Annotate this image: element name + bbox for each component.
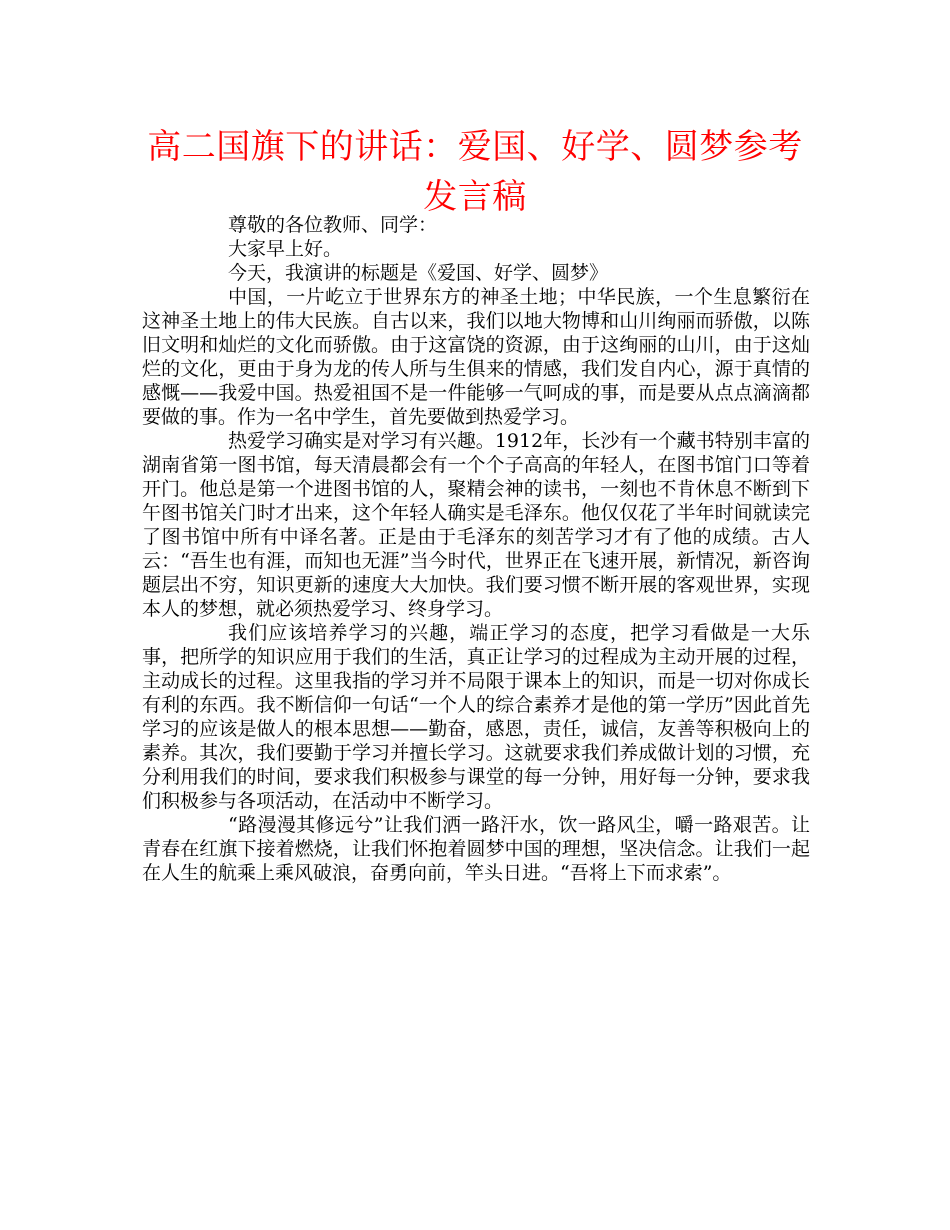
greeting: 大家早上好。 xyxy=(228,238,343,260)
paragraph-love-of-learning: 热爱学习确实是对学习有兴趣。1912年，长沙有一个藏书特别丰富的湖南省第一图书馆，每天清晨都会有一个个子高高的年轻人，在图书馆门口等着开门。他总是第一个进图书馆的人，聚精会神的读书，一刻也不肯休息不断到下午图书馆关门时才出来，这个年轻人确实是毛泽东。他仅仅花了半年时间就读完了图书馆中所有中译名著。正是由于毛泽东的刻苦学习才有了他的成绩。古人云：“吾生也有涯，而知也无涯”当今时代，世界正在飞速开展，新情况，新咨询题层出不穷，知识更新的速度大大加快。我们要习惯不断开展的客观世界，实现本人的梦想，就必须热爱学习、终身学习。 xyxy=(142,430,810,620)
document-body xyxy=(142,213,810,885)
paragraph-closing: “路漫漫其修远兮”让我们洒一路汗水，饮一路风尘，嚼一路艰苦。让青春在红旗下接着燃烧，让我们怀抱着圆梦中国的理想，坚决信念。让我们一起在人生的航乘上乘风破浪，奋勇向前，竿头日进。“吾将上下而求索”。 xyxy=(142,814,810,884)
paragraph-learning-attitude: 我们应该培养学习的兴趣，端正学习的态度，把学习看做是一大乐事，把所学的知识应用于我们的生活，真正让学习的过程成为主动开展的过程，主动成长的过程。这里我指的学习并不局限于课本上的知识，而是一切对你成长有利的东西。我不断信仰一句话“一个人的综合素养才是他的第一学历”因此首先学习的应该是做人的根本思想——勤奋，感恩，责任，诚信，友善等积极向上的素养。其次，我们要勤于学习并擅长学习。这就要求我们养成做计划的习惯，充分利用我们的时间，要求我们积极参与课堂的每一分钟，用好每一分钟，要求我们积极参与各项活动，在活动中不断学习。 xyxy=(142,622,810,812)
paragraph-patriotism: 中国，一片屹立于世界东方的神圣土地；中华民族，一个生息繁衍在这神圣土地上的伟大民族。自古以来，我们以地大物博和山川绚丽而骄傲，以陈旧文明和灿烂的文化而骄傲。由于这富饶的资源，由于这绚丽的山川，由于这灿烂的文化，更由于身为龙的传人所与生俱来的情感，我们发自内心，源于真情的感慨——我爱中国。热爱祖国不是一件能够一气呵成的事，而是要从点点滴滴都要做的事。作为一名中学生，首先要做到热爱学习。 xyxy=(142,286,810,428)
speech-topic: 今天，我演讲的标题是《爱国、好学、圆梦》 xyxy=(228,262,609,284)
page-title: 高二国旗下的讲话：爱国、好学、圆梦参考发言稿 xyxy=(147,127,803,217)
salutation: 尊敬的各位教师、同学： xyxy=(228,214,438,236)
